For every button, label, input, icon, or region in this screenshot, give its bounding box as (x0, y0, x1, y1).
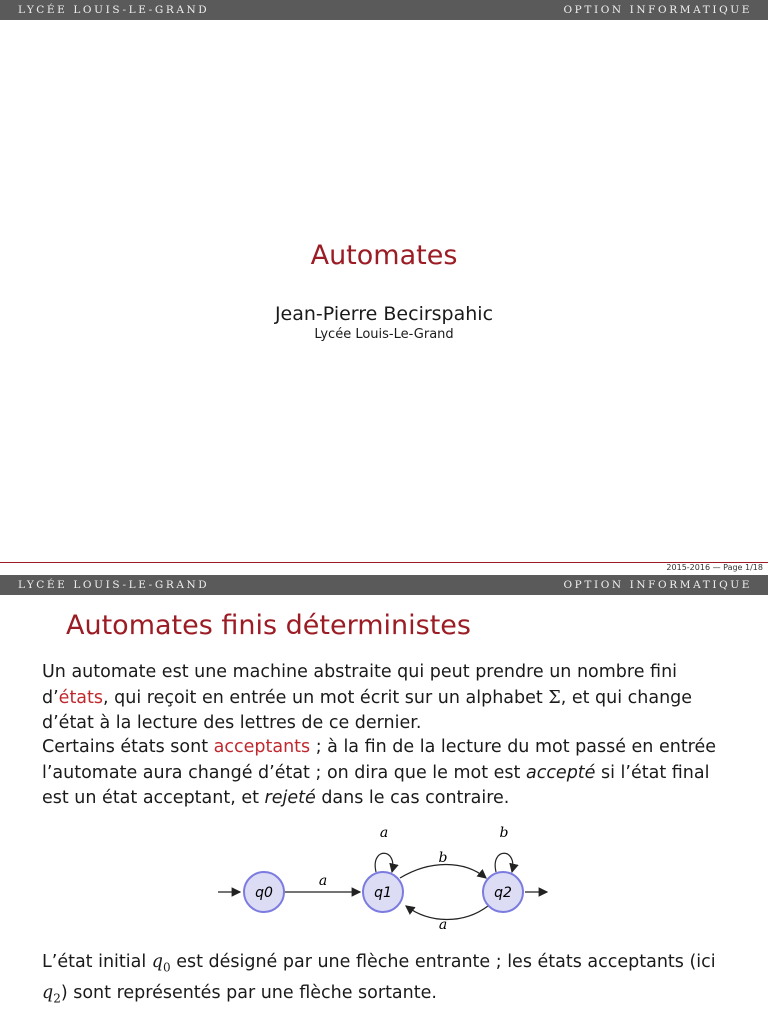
text: Certains états sont (42, 737, 214, 757)
subscript: 0 (162, 960, 171, 975)
loop-q2 (495, 853, 513, 872)
page-footer: 2015-2016 — Page 1/18 (666, 563, 763, 572)
institution: Lycée Louis-Le-Grand (314, 327, 454, 342)
term-rejete: rejeté (264, 788, 316, 808)
footer-rule (0, 562, 768, 563)
slide-title: Automates finis déterministes (66, 610, 471, 641)
label-q2-loop: b (499, 825, 509, 841)
loop-q1 (375, 853, 393, 872)
header-left: LYCÉE LOUIS-LE-GRAND (18, 4, 210, 16)
term-etats: états (58, 687, 104, 708)
text: L’état initial (42, 952, 152, 972)
author-name: Jean-Pierre Becirspahic (274, 303, 494, 325)
paragraph-acceptance (42, 735, 732, 812)
slide-header (0, 0, 768, 20)
text: si l’état final est un état acceptant, et (42, 762, 710, 808)
label-q2-q1: a (438, 917, 448, 933)
text: , qui reçoit en entrée un mot écrit sur un alphabet (103, 687, 549, 708)
slide-title: Automates (310, 240, 458, 271)
paragraph-initial-final (42, 950, 732, 1012)
text: q (42, 983, 54, 1003)
term-acceptants: acceptants (213, 737, 311, 757)
label-q1-q2: b (438, 850, 448, 866)
header-left: LYCÉE LOUIS-LE-GRAND (18, 579, 210, 591)
text: ) sont représentés par une flèche sortante. (60, 983, 437, 1003)
paragraph-definition (42, 660, 732, 737)
edge-q1-q2 (400, 865, 486, 879)
subscript: 2 (53, 991, 61, 1006)
text: Un automate est une machine abstraite qui peut prendre un nombre fini d’ (42, 662, 678, 708)
automaton-diagram (210, 822, 560, 937)
slide-header (0, 575, 768, 595)
symbol-q2 (42, 983, 61, 1006)
state-q0-label: q0 (255, 885, 273, 901)
label-q0-q1: a (318, 873, 328, 889)
sigma-symbol: Σ (548, 687, 561, 708)
term-accepte: accepté (525, 762, 596, 783)
text: ; à la fin de la lecture du mot passé en entrée l’automate aura changé d’état ; on dira que le mot est (42, 737, 717, 783)
state-q1-label: q1 (374, 885, 392, 901)
text: , et qui change d’état à la lecture des lettres de ce dernier. (42, 687, 693, 733)
state-q2-label: q2 (494, 885, 512, 901)
text: dans le cas contraire. (315, 788, 510, 808)
header-right: OPTION INFORMATIQUE (563, 579, 752, 591)
text: est désigné par une flèche entrante ; les états acceptants (ici (170, 952, 716, 972)
label-q1-loop: a (379, 825, 389, 841)
text: q (151, 952, 163, 972)
symbol-q0 (151, 952, 171, 975)
header-right: OPTION INFORMATIQUE (563, 4, 752, 16)
